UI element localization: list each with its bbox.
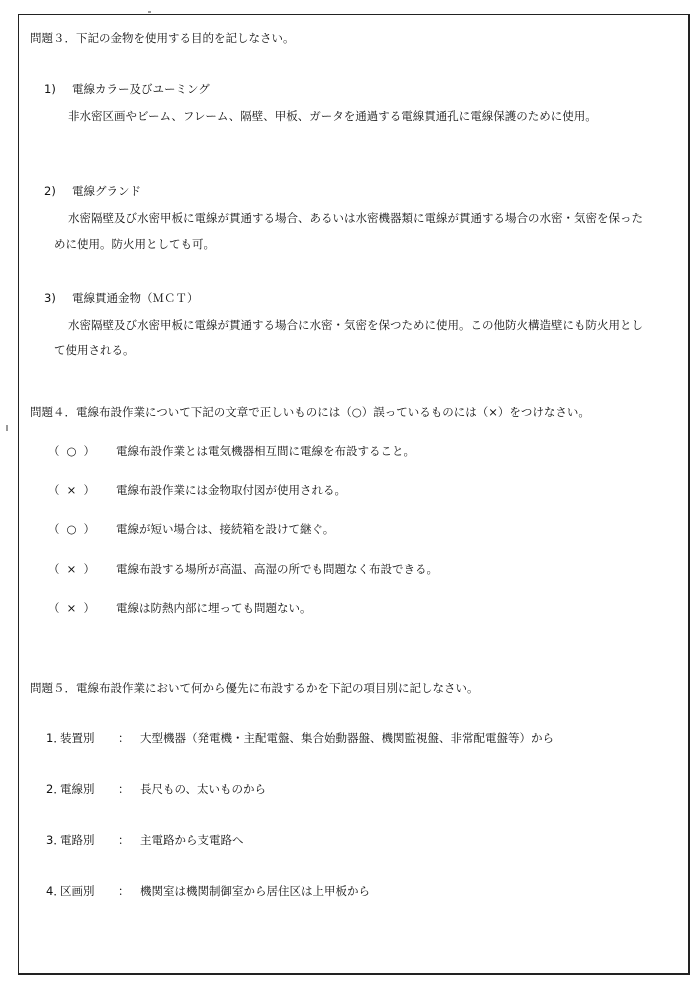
q5-item-4-answer: 機関室は機関制御室から居住区は上甲板から	[140, 884, 370, 898]
q5-item-1-colon: ：	[118, 731, 130, 745]
q3-item-3-label: 電線貫通金物（ＭＣＴ）	[72, 291, 199, 305]
q4-answer-3: （ ○ ）	[48, 522, 97, 536]
q5-item-4-category: 区画別	[60, 884, 95, 898]
q4-statement-2: 電線布設作業には金物取付図が使用される。	[116, 483, 346, 497]
scan-speck	[6, 425, 8, 431]
q4-statement-1: 電線布設作業とは電気機器相互間に電線を布設すること。	[116, 444, 415, 458]
q3-item-3-text-line-2: て使用される。	[54, 343, 135, 357]
q4-answer-1-mark: ○	[66, 444, 79, 458]
q5-item-3-answer: 主電路から支電路へ	[140, 833, 244, 847]
q5-item-1-category: 装置別	[60, 731, 95, 745]
q3-item-3-number: 3)	[44, 291, 56, 305]
q5-item-3-number: 3．	[46, 833, 65, 847]
q3-heading: 問題３．下記の金物を使用する目的を記しなさい。	[30, 31, 295, 45]
q5-item-2-number: 2．	[46, 782, 65, 796]
q3-item-1-text: 非水密区画やビーム、フレーム、隔壁、甲板、ガータを通過する電線貫通孔に電線保護のために使用。	[68, 109, 597, 123]
q3-item-2-number: 2)	[44, 184, 56, 198]
q5-item-2-category: 電線別	[60, 782, 95, 796]
q3-item-1-number: 1)	[44, 82, 56, 96]
q5-item-4-number: 4．	[46, 884, 65, 898]
q4-statement-3: 電線が短い場合は、接続箱を設けて継ぐ。	[116, 522, 335, 536]
q3-item-2-label: 電線グランド	[72, 184, 141, 198]
q4-answer-5: （ × ）	[48, 601, 97, 615]
q4-answer-2: （ × ）	[48, 483, 97, 497]
q5-item-1-number: 1．	[46, 731, 65, 745]
q4-answer-3-mark: ○	[66, 522, 79, 536]
scan-speck	[148, 11, 151, 13]
q4-answer-2-mark: ×	[66, 483, 79, 497]
q3-item-2-text-line-1: 水密隔壁及び水密甲板に電線が貫通する場合、あるいは水密機器類に電線が貫通する場合の水密・気密を保った	[68, 211, 643, 225]
q4-answer-4: （ × ）	[48, 562, 97, 576]
q5-heading: 問題５．電線布設作業において何から優先に布設するかを下記の項目別に記しなさい。	[30, 681, 479, 695]
q5-item-3-category: 電路別	[60, 833, 95, 847]
q4-answer-5-mark: ×	[66, 601, 79, 615]
q5-item-1-answer: 大型機器（発電機・主配電盤、集合始動器盤、機関監視盤、非常配電盤等）から	[140, 731, 554, 745]
q4-answer-4-mark: ×	[66, 562, 79, 576]
q3-item-1-label: 電線カラー及びユーミング	[72, 82, 210, 96]
q4-answer-1: （ ○ ）	[48, 444, 97, 458]
q4-statement-4: 電線布設する場所が高温、高湿の所でも問題なく布設できる。	[116, 562, 438, 576]
q5-item-2-colon: ：	[118, 782, 130, 796]
q5-item-4-colon: ：	[118, 884, 130, 898]
q5-item-2-answer: 長尺もの、太いものから	[140, 782, 267, 796]
q4-heading: 問題４．電線布設作業について下記の文章で正しいものには（○）誤っているものには（×）をつけなさい。	[30, 405, 590, 419]
q3-item-3-text-line-1: 水密隔壁及び水密甲板に電線が貫通する場合に水密・気密を保つために使用。この他防火構造壁にも防火用とし	[68, 318, 643, 332]
q5-item-3-colon: ：	[118, 833, 130, 847]
q3-item-2-text-line-2: めに使用。防火用としても可。	[54, 237, 215, 251]
q4-statement-5: 電線は防熱内部に埋っても問題ない。	[116, 601, 312, 615]
